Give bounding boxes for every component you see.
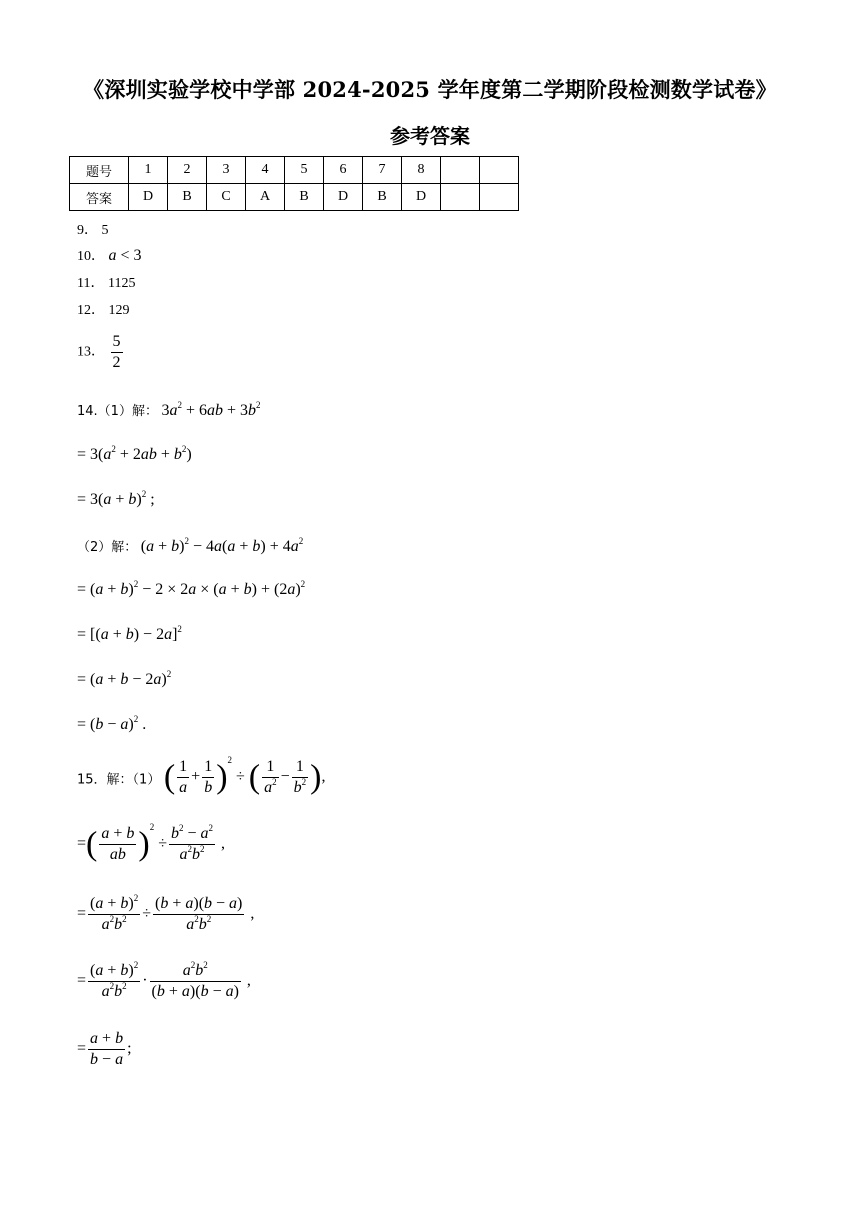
answer-table [69, 156, 519, 211]
answer-cell: D [402, 184, 441, 211]
question-number: 13． [77, 344, 105, 360]
question-number-cell: 1 [129, 157, 168, 184]
table-header-label: 题号 [70, 157, 129, 184]
answer-9 [77, 219, 109, 239]
q14-step: = $[(a + b) - 2a]^2$ [77, 624, 182, 643]
answer-13 [77, 333, 125, 372]
table-row [70, 184, 519, 211]
answer-value: 5 [101, 223, 109, 238]
answer-cell: B [363, 184, 402, 211]
answer-value: 1125 [107, 276, 136, 291]
question-number-cell: 6 [324, 157, 363, 184]
question-number: 12． [77, 303, 105, 318]
answer-value: a < 3 [108, 247, 142, 264]
question-number-cell [441, 157, 480, 184]
q14-step: = $3(a + b)^2$ ; [77, 489, 155, 508]
answer-cell: D [129, 184, 168, 211]
question-number: 10． [77, 249, 105, 264]
answer-cell: B [168, 184, 207, 211]
answer-11 [77, 272, 135, 292]
question-number-cell [480, 157, 519, 184]
question-number-cell: 5 [285, 157, 324, 184]
answer-value: 129 [108, 303, 130, 318]
answer-12 [77, 299, 130, 319]
q15-step: = $\frac{(a + b)^2}{a^2b^2}$ · $\frac{a^2b^2}{(b + a)(b - a)}$ , [77, 960, 251, 1000]
q14-step: = $3(a^2 + 2ab + b^2)$ [77, 444, 192, 463]
answer-cell: B [285, 184, 324, 211]
page-title: 《深圳实验学校中学部 2024-2025 学年度第二学期阶段检测数学试卷》 [83, 77, 777, 102]
question-number-cell: 8 [402, 157, 441, 184]
page-subtitle: 参考答案 [390, 124, 470, 148]
q15-step: = $\frac{(a + b)^2}{a^2b^2}$ ÷ $\frac{(b + a)(b - a)}{a^2b^2}$ , [77, 893, 255, 933]
question-number: 9． [77, 223, 98, 238]
table-answer-label: 答案 [70, 184, 129, 211]
answer-10 [77, 245, 142, 265]
answer-fraction: $\frac{5}{2}$ [112, 333, 121, 371]
answer-cell: C [207, 184, 246, 211]
q14-part2-statement: （2）解： $(a + b)^2 - 4a(a + b) + 4a^2$ [77, 536, 304, 555]
answer-cell: D [324, 184, 363, 211]
answer-cell: A [246, 184, 285, 211]
table-row [70, 157, 519, 184]
question-number-cell: 4 [246, 157, 285, 184]
q15-step: =( $\frac{a + b}{ab}$ )$^2$ ÷ $\frac{b^2 - a^2}{a^2b^2}$ , [77, 822, 226, 863]
q14-step: = $(a + b - 2a)^2$ [77, 669, 172, 688]
q15-step: = $\frac{a + b}{b - a}$ ; [77, 1030, 132, 1068]
answer-cell [441, 184, 480, 211]
question-number: 11． [77, 276, 105, 291]
q14-step: = $(b - a)^2$ . [77, 714, 147, 733]
question-number-cell: 7 [363, 157, 402, 184]
q14-step: = $(a + b)^2 - 2 \times 2a \times (a + b) + (2a)^2$ [77, 579, 306, 598]
q14-part1-statement: 14.（1）解： $3a^2 + 6ab + 3b^2$ [77, 400, 261, 419]
question-number-cell: 3 [207, 157, 246, 184]
q15-statement: 15．解：（1） ( $\frac{1}{a}$ + $\frac{1}{b}$ )$^2$ ÷ ( $\frac{1}{a^2}$ − $\frac{1}{b^2}$ ), [77, 755, 326, 796]
answer-cell [480, 184, 519, 211]
question-number-cell: 2 [168, 157, 207, 184]
